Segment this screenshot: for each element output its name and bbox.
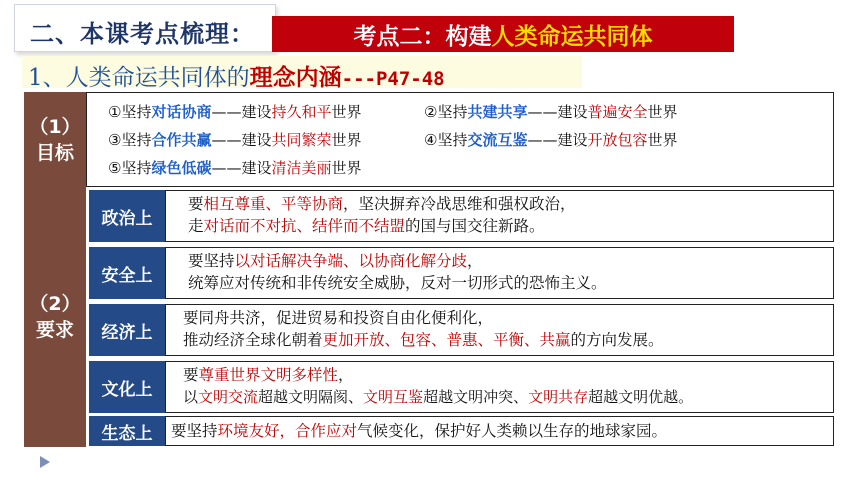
req-politics-l2b: 对话而不对抗、结伴而不结盟: [203, 217, 406, 235]
req-culture-l2c: 超越文明隔阂、: [258, 388, 364, 406]
goal-1-num: ①坚持: [108, 103, 152, 121]
req-culture-l2b: 文明交流: [198, 388, 259, 406]
req-politics-l1b: 相互尊重、平等协商: [203, 195, 344, 213]
goal-4-key: 交流互鉴: [467, 131, 528, 149]
section-title: 二、本课考点梳理：: [30, 20, 255, 48]
req-security-l2a: 统筹应对传统和非传统安全威胁，反对一切形式的恐怖主义。: [188, 274, 607, 292]
goal-3-key: 合作共赢: [151, 131, 212, 149]
goal-line-2: [424, 101, 678, 122]
subtitle-pages: ---P47-48: [341, 68, 445, 90]
goal-4-mid: ——建设: [527, 131, 588, 149]
req-economy-line2: [183, 329, 664, 351]
topic-banner: [272, 16, 734, 52]
goal-4-end: 世界: [647, 131, 678, 149]
req-economy-l2c: 的方向发展。: [570, 331, 664, 349]
req-ecology-line1: [171, 420, 667, 442]
goal-5-num: ⑤坚持: [108, 159, 152, 177]
req-ecology-l1b: 环境友好，合作应对: [217, 422, 358, 440]
req-culture-l2a: 以: [183, 388, 199, 406]
req-category-ecology: 生态上: [89, 416, 165, 446]
requirements-label-num: （2）: [29, 293, 81, 315]
goal-line-4: [424, 129, 678, 150]
goal-5-end: 世界: [331, 159, 362, 177]
goals-label: [24, 92, 86, 187]
topic-highlight: 人类命运共同体: [491, 23, 653, 50]
goal-1-end: 世界: [331, 103, 362, 121]
req-culture-l2f: 文明共存: [528, 388, 589, 406]
req-security-l1b: 以对话解决争端、以协商化解分歧: [234, 252, 468, 270]
subtitle: [28, 59, 445, 92]
req-category-economy: 经济上: [89, 304, 165, 356]
goal-2-key: 共建共享: [467, 103, 528, 121]
req-politics-l1c: ，坚决摒弃冷战思维和强权政治，: [343, 195, 576, 213]
goal-2-num: ②坚持: [424, 103, 468, 121]
req-economy-l2a: 推动经济全球化朝着: [183, 331, 323, 349]
goals-label-num: （1）: [29, 115, 81, 138]
req-politics-l2a: 走: [188, 217, 204, 235]
goal-line-5: [108, 157, 362, 178]
goal-4-num: ④坚持: [424, 131, 468, 149]
play-arrow-icon[interactable]: [40, 456, 50, 468]
subtitle-emphasis: 理念内涵: [249, 65, 342, 91]
req-ecology-l1a: 要坚持: [171, 422, 218, 440]
goal-1-goal: 持久和平: [271, 103, 332, 121]
req-security-line1: [188, 250, 483, 272]
req-security-l1a: 要坚持: [188, 252, 235, 270]
req-culture-line1: [183, 364, 354, 386]
goal-line-3: [108, 129, 362, 150]
topic-prefix: 考点二：构建: [353, 23, 492, 50]
goal-5-mid: ——建设: [211, 159, 272, 177]
req-culture-line2: [183, 386, 693, 408]
req-economy-l1a: 要同舟共济，促进贸易和投资自由化便利化，: [183, 309, 494, 327]
req-category-politics: 政治上: [89, 190, 165, 242]
req-category-security: 安全上: [89, 247, 165, 299]
goal-2-end: 世界: [647, 103, 678, 121]
req-politics-line2: [188, 215, 545, 237]
req-category-culture: 文化上: [89, 361, 165, 413]
goals-label-text: 目标: [35, 141, 74, 164]
req-culture-l1c: ，: [338, 366, 354, 384]
req-politics-l2c: 的国与国交往新路。: [405, 217, 545, 235]
goal-1-mid: ——建设: [211, 103, 272, 121]
goal-line-1: [108, 101, 362, 122]
req-culture-l2g: 超越文明优越。: [588, 388, 694, 406]
goal-2-goal: 普遍安全: [587, 103, 648, 121]
goal-2-mid: ——建设: [527, 103, 588, 121]
req-politics-l1a: 要: [188, 195, 204, 213]
goal-5-goal: 清洁美丽: [271, 159, 332, 177]
req-economy-l2b: 更加开放、包容、普惠、平衡、共赢: [322, 331, 571, 349]
req-politics-line1: [188, 193, 576, 215]
req-security-line2: [188, 272, 607, 294]
req-culture-l1b: 尊重世界文明多样性: [198, 366, 339, 384]
req-culture-l2d: 文明互鉴: [363, 388, 424, 406]
goal-3-mid: ——建设: [211, 131, 272, 149]
req-security-l1c: ，: [467, 252, 483, 270]
goal-1-key: 对话协商: [151, 103, 212, 121]
req-economy-line1: [183, 307, 493, 329]
goal-3-num: ③坚持: [108, 131, 152, 149]
goal-5-key: 绿色低碳: [151, 159, 212, 177]
requirements-label-text: 要求: [35, 319, 74, 341]
req-culture-l2e: 超越文明冲突、: [423, 388, 529, 406]
requirements-label: [24, 187, 86, 447]
req-ecology-l1c: 气候变化，保护好人类赖以生存的地球家园。: [357, 422, 668, 440]
goal-4-goal: 开放包容: [587, 131, 648, 149]
goal-3-goal: 共同繁荣: [271, 131, 332, 149]
goal-3-end: 世界: [331, 131, 362, 149]
req-culture-l1a: 要: [183, 366, 199, 384]
subtitle-prefix: 1、人类命运共同体的: [28, 65, 250, 91]
